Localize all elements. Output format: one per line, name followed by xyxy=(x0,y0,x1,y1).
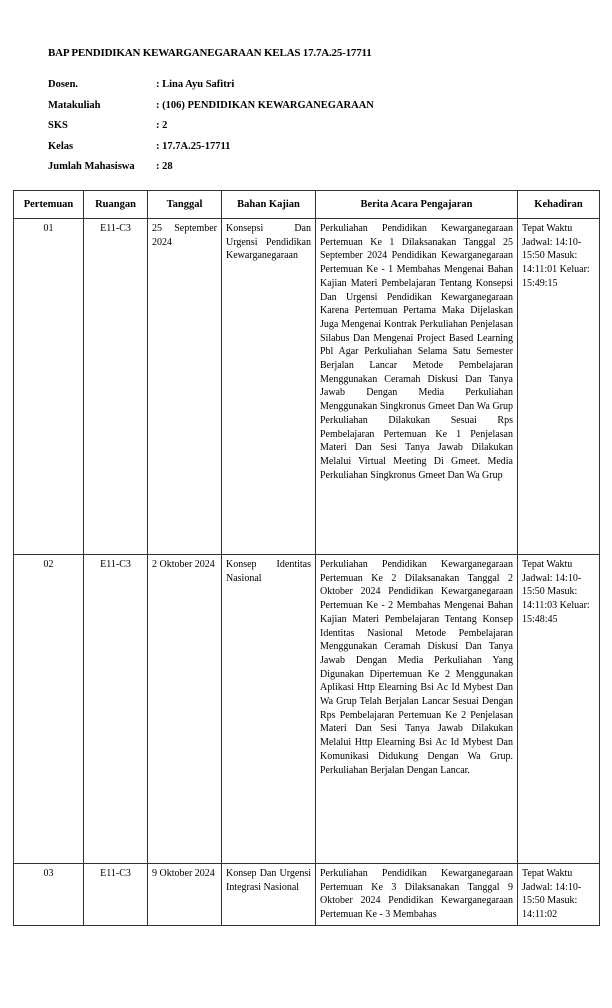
cell-kehadiran: Tepat Waktu Jadwal: 14:10-15:50 Masuk: 14:11:03 Keluar: 15:48:45 xyxy=(518,555,600,864)
cell-berita-acara: Perkuliahan Pendidikan Kewarganegaraan Pertemuan Ke 2 Dilaksanakan Tanggal 2 Oktober 2024 Pendidikan Kewarganegaraan Pertemuan Ke - 2 Membahas Mengenai Bahan Kajian Materi Pembelajaran Tentang Konsep Identitas Nasional Metode Pembelajaran Menggunakan Ceramah Diskusi Dan Tanya Jawab Dengan Media Perkuliahan Yang Digunakan Dipertemuan Ke 2 Menggunakan Aplikasi Http Elearning Bsi Ac Id Mybest Dan Wa Grup Telah Berjalan Lancar Sesuai Dengan Rps Pembelajaran Pertemuan Ke 2 Penjelasan Materi Dan Sesi Tanya Jawab Dilakukan Melalui Http Elearning Bsi Ac Id Mybest Dan Komunikasi Didukung Dengan Wa Grup. Perkuliahan Berjalan Dengan Lancar. xyxy=(316,555,518,864)
info-row-kelas xyxy=(48,141,374,162)
document-title: BAP PENDIDIKAN KEWARGANEGARAAN KELAS 17.7A.25-17711 xyxy=(48,47,372,59)
header-bahan-kajian: Bahan Kajian xyxy=(222,191,316,219)
info-value: : 17.7A.25-17711 xyxy=(156,140,231,152)
info-row-dosen xyxy=(48,79,374,100)
cell-tanggal: 2 Oktober 2024 xyxy=(148,555,222,864)
cell-bahan-kajian: Konsepsi Dan Urgensi Pendidikan Kewarganegaraan xyxy=(222,219,316,555)
info-block xyxy=(48,79,374,182)
table-row xyxy=(14,864,600,926)
cell-tanggal: 9 Oktober 2024 xyxy=(148,864,222,926)
header-berita-acara: Berita Acara Pengajaran xyxy=(316,191,518,219)
table-row xyxy=(14,555,600,864)
cell-ruangan: E11-C3 xyxy=(84,555,148,864)
cell-kehadiran: Tepat Waktu Jadwal: 14:10-15:50 Masuk: 14:11:02 xyxy=(518,864,600,926)
info-value: : (106) PENDIDIKAN KEWARGANEGARAAN xyxy=(156,99,374,111)
bap-table xyxy=(13,190,600,926)
cell-pertemuan: 01 xyxy=(14,219,84,555)
cell-bahan-kajian: Konsep Identitas Nasional xyxy=(222,555,316,864)
info-value: : 28 xyxy=(156,161,173,172)
info-label: Matakuliah xyxy=(48,99,101,111)
header-ruangan: Ruangan xyxy=(84,191,148,219)
cell-pertemuan: 03 xyxy=(14,864,84,926)
cell-ruangan: E11-C3 xyxy=(84,864,148,926)
header-tanggal: Tanggal xyxy=(148,191,222,219)
cell-ruangan: E11-C3 xyxy=(84,219,148,555)
info-value: : 2 xyxy=(156,120,168,131)
table-header-row xyxy=(14,191,600,219)
cell-berita-acara: Perkuliahan Pendidikan Kewarganegaraan Pertemuan Ke 3 Dilaksanakan Tanggal 9 Oktober 2024 Pendidikan Kewarganegaraan Pertemuan Ke - 3 Membahas xyxy=(316,864,518,926)
info-value: : Lina Ayu Safitri xyxy=(156,79,235,90)
cell-bahan-kajian: Konsep Dan Urgensi Integrasi Nasional xyxy=(222,864,316,926)
info-row-matakuliah xyxy=(48,100,374,121)
header-pertemuan: Pertemuan xyxy=(14,191,84,219)
info-label: Dosen. xyxy=(48,79,79,90)
cell-berita-acara: Perkuliahan Pendidikan Kewarganegaraan Pertemuan Ke 1 Dilaksanakan Tanggal 25 September 2024 Pendidikan Kewarganegaraan Pertemuan Ke - 1 Membahas Mengenai Bahan Kajian Materi Pembelajaran Tentang Konsepsi Dan Urgensi Pendidikan Kewarganegaraan Karena Pertemuan Pertama Maka Dijelaskan Juga Mengenai Kontrak Perkuliahan Penjelasan Silabus Dan Mengenai Project Based Learning Pbl Agar Perkuliahan Selama Satu Semester Berjalan Lancar Metode Pembelajaran Menggunakan Ceramah Diskusi Dan Tanya Jawab Dengan Media Perkuliahan Menggunakan Singkronus Gmeet Dan Wa Grup Perkuliahan Dilakukan Sesuai Rps Pembelajaran Pertemuan Ke 1 Penjelasan Materi Dan Sesi Tanya Jawab Dilakukan Melalui Virtual Meeting Di Gmeet. Media Perkuliahan Singkronus Gmeet Dan Wa Grup xyxy=(316,219,518,555)
cell-pertemuan: 02 xyxy=(14,555,84,864)
info-row-sks xyxy=(48,120,374,141)
info-label: Kelas xyxy=(48,140,74,152)
cell-kehadiran: Tepat Waktu Jadwal: 14:10-15:50 Masuk: 14:11:01 Keluar: 15:49:15 xyxy=(518,219,600,555)
table-row xyxy=(14,219,600,555)
header-kehadiran: Kehadiran xyxy=(518,191,600,219)
info-label: Jumlah Mahasiswa xyxy=(48,161,135,172)
cell-tanggal: 25 September 2024 xyxy=(148,219,222,555)
info-row-jumlah-mahasiswa xyxy=(48,161,374,182)
info-label: SKS xyxy=(48,120,68,131)
